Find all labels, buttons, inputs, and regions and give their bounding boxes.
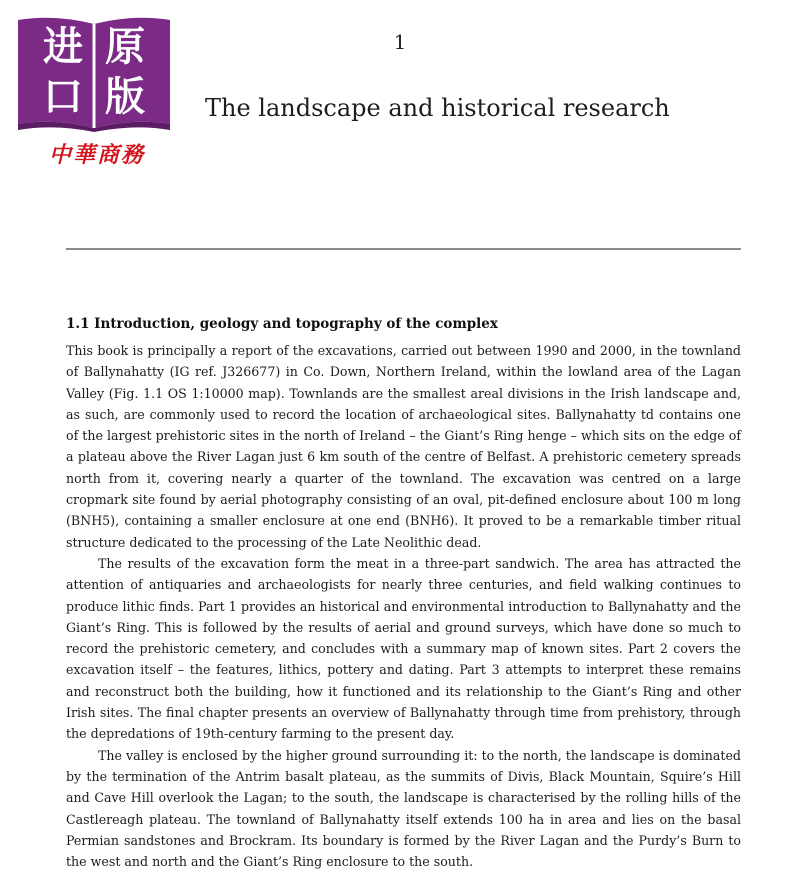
badge-char: 口 xyxy=(43,74,83,120)
chapter-title: The landscape and historical research xyxy=(205,94,670,122)
paragraph: This book is principally a report of the excavations, carried out between 1990 and 2000, in the townland of Ballynahatty (IG ref. J326677) in Co. Down, Northern Ireland, within the lowland area of the Lagan Valley (Fig. 1.1 OS 1:10000 map). Townlands are the smallest areal divisions in the Irish landscape and, as such, are commonly used to record the location of archaeological sites. Ballynahatty td contains one of the largest prehistoric sites in the north of Ireland – the Giant’s Ring henge – which sits on the edge of a plateau above the River Lagan just 6 km south of the centre of Belfast. A prehistoric cemetery spreads north from it, covering nearly a quarter of the townland. The excavation was centred on a large cropmark site found by aerial photography consisting of an oval, pit-defined enclosure about 100 m long (BNH5), containing a smaller enclosure at one end (BNH6). It proved to be a remarkable timber ritual structure dedicated to the processing of the Late Neolithic dead. xyxy=(66,343,741,550)
publisher-imprint: 中華商務 xyxy=(48,142,145,168)
paragraph: The results of the excavation form the meat in a three-part sandwich. The area has attracted the attention of antiquaries and archaeologists for nearly three centuries, and field walking continues to produce lithic finds. Part 1 provides an historical and environmental introduction to Ballynahatty and the Giant’s Ring. This is followed by the results of aerial and ground surveys, which have done so much to record the prehistoric cemetery, and concludes with a summary map of known sites. Part 2 covers the excavation itself – the features, lithics, pottery and dating. Part 3 attempts to interpret these remains and reconstruct both the building, how it functioned and its relationship to the Giant’s Ring and other Irish sites. The final chapter presents an overview of Ballynahatty through time from prehistory, through the depredations of 19th-century farming to the present day. xyxy=(66,555,741,742)
badge-char: 版 xyxy=(105,74,145,120)
section-heading: 1.1 Introduction, geology and topography of the complex xyxy=(66,316,498,332)
badge-char: 原 xyxy=(105,24,145,70)
body-text xyxy=(66,340,741,872)
badge-char: 进 xyxy=(43,24,83,70)
chapter-divider xyxy=(66,248,741,250)
paragraph: The valley is enclosed by the higher ground surrounding it: to the north, the landscape is dominated by the termination of the Antrim basalt plateau, as the summits of Divis, Black Mountain, Squire’s Hill and Cave Hill overlook the Lagan; to the south, the landscape is characterised by the rolling hills of the Castlereagh plateau. The townland of Ballynahatty itself extends 100 ha in area and lies on the basal Permian sandstones and Brockram. Its boundary is formed by the River Lagan and the Purdy’s Burn to the west and north and the Giant’s Ring enclosure to the south. xyxy=(66,747,741,870)
chapter-number: 1 xyxy=(393,30,407,54)
